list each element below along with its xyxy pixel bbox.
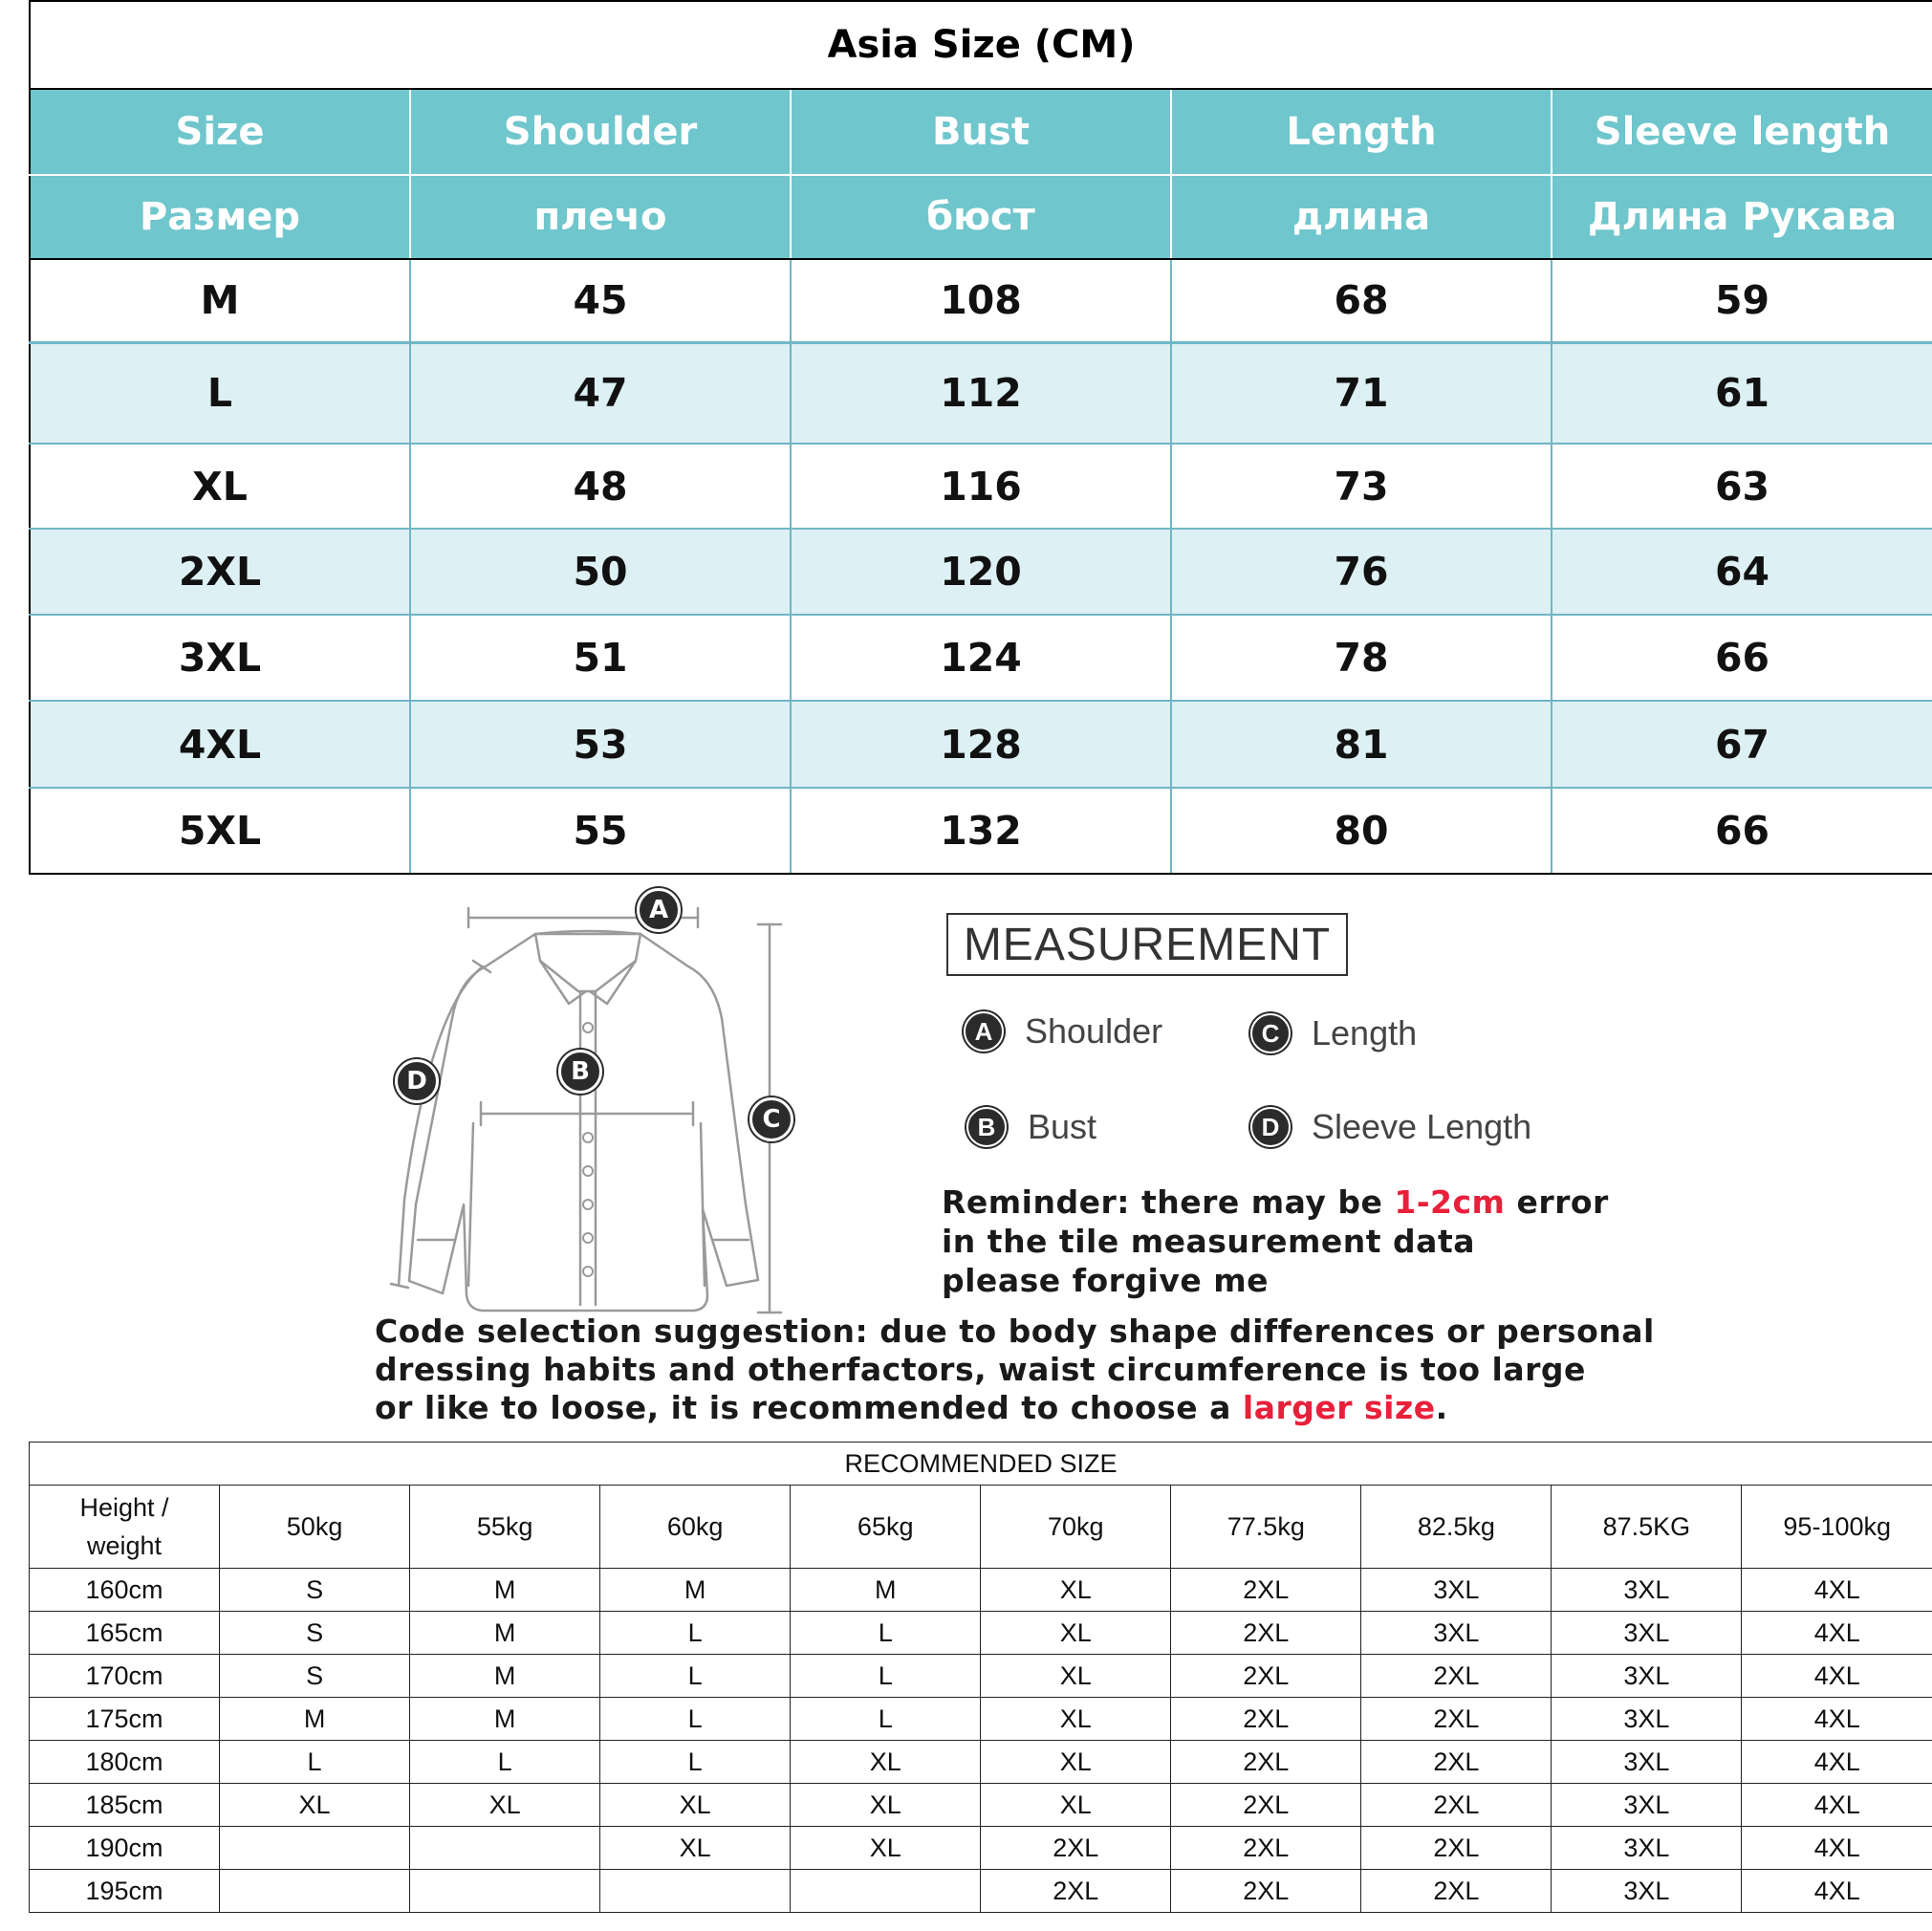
table-row <box>30 1612 1932 1655</box>
legend-bust <box>966 1107 1096 1147</box>
table-row <box>30 1655 1932 1698</box>
weight-header: 60kg <box>600 1486 791 1569</box>
cell-size: M <box>30 259 410 342</box>
cell-sleeve: 59 <box>1552 259 1932 342</box>
size-cell: 2XL <box>1171 1870 1361 1913</box>
label-a-icon: A <box>637 888 681 932</box>
cell-bust: 132 <box>791 788 1171 874</box>
height-cell: 170cm <box>30 1655 220 1698</box>
size-cell <box>220 1827 410 1870</box>
size-cell: 2XL <box>1171 1569 1361 1612</box>
label-c-icon: C <box>749 1097 793 1141</box>
cell-sleeve: 66 <box>1552 788 1932 874</box>
cell-bust: 128 <box>791 701 1171 788</box>
cell-length: 76 <box>1171 529 1552 615</box>
height-cell: 175cm <box>30 1698 220 1741</box>
legend-label: Shoulder <box>1025 1011 1163 1051</box>
header-length-ru: длина <box>1171 175 1552 259</box>
cell-length: 78 <box>1171 615 1552 701</box>
size-cell: XL <box>981 1698 1171 1741</box>
suggestion-line3: or like to loose, it is recommended to choose a <box>375 1389 1243 1426</box>
size-cell: 2XL <box>1361 1784 1552 1827</box>
table-row <box>30 444 1932 529</box>
header-size: Size <box>30 89 410 175</box>
size-cell: XL <box>410 1784 600 1827</box>
size-cell: 3XL <box>1552 1655 1742 1698</box>
size-cell: XL <box>791 1741 981 1784</box>
legend-sleeve-length <box>1250 1107 1531 1147</box>
table-row <box>30 701 1932 788</box>
height-cell: 180cm <box>30 1741 220 1784</box>
cell-sleeve: 63 <box>1552 444 1932 529</box>
corner-line1: Height / <box>79 1493 169 1522</box>
size-cell: L <box>600 1698 791 1741</box>
weight-header: 50kg <box>220 1486 410 1569</box>
legend-label: Sleeve Length <box>1312 1107 1532 1146</box>
cell-bust: 112 <box>791 342 1171 444</box>
size-cell: 2XL <box>1361 1698 1552 1741</box>
size-cell: M <box>220 1698 410 1741</box>
cell-shoulder: 55 <box>410 788 791 874</box>
size-cell: 2XL <box>1171 1784 1361 1827</box>
corner-header <box>30 1486 220 1569</box>
size-cell: 4XL <box>1742 1870 1932 1913</box>
height-cell: 185cm <box>30 1784 220 1827</box>
size-cell: XL <box>220 1784 410 1827</box>
size-cell: 4XL <box>1742 1784 1932 1827</box>
height-cell: 190cm <box>30 1827 220 1870</box>
weight-header: 77.5kg <box>1171 1486 1361 1569</box>
table-row <box>30 259 1932 342</box>
size-cell: 3XL <box>1552 1741 1742 1784</box>
table-row <box>30 1870 1932 1913</box>
reminder-highlight: 1-2cm <box>1394 1183 1506 1221</box>
size-cell: 3XL <box>1552 1569 1742 1612</box>
size-cell: 4XL <box>1742 1698 1932 1741</box>
cell-sleeve: 61 <box>1552 342 1932 444</box>
size-table <box>29 0 1932 875</box>
table-row <box>30 788 1932 874</box>
badge-d-icon: D <box>1250 1107 1291 1147</box>
size-cell: XL <box>981 1655 1171 1698</box>
weight-header: 95-100kg <box>1742 1486 1932 1569</box>
size-cell: L <box>600 1655 791 1698</box>
size-cell: M <box>410 1612 600 1655</box>
weight-header: 55kg <box>410 1486 600 1569</box>
size-cell: L <box>410 1741 600 1784</box>
size-cell: 2XL <box>981 1827 1171 1870</box>
weight-header: 70kg <box>981 1486 1171 1569</box>
size-cell <box>220 1870 410 1913</box>
size-cell: 2XL <box>1171 1655 1361 1698</box>
cell-length: 81 <box>1171 701 1552 788</box>
badge-b-icon: B <box>966 1107 1007 1147</box>
cell-bust: 108 <box>791 259 1171 342</box>
header-shoulder: Shoulder <box>410 89 791 175</box>
table-row <box>30 1827 1932 1870</box>
size-cell: XL <box>600 1784 791 1827</box>
suggestion-text <box>375 1313 1713 1427</box>
reminder-line2: in the tile measurement data <box>942 1223 1475 1260</box>
measurement-title: MEASUREMENT <box>946 913 1348 976</box>
size-cell: 3XL <box>1552 1827 1742 1870</box>
size-cell: L <box>600 1612 791 1655</box>
size-cell: 2XL <box>1171 1827 1361 1870</box>
legend-shoulder <box>964 1011 1162 1052</box>
shirt-diagram <box>378 884 789 1319</box>
cell-size: 3XL <box>30 615 410 701</box>
size-cell: XL <box>600 1827 791 1870</box>
size-cell: M <box>410 1655 600 1698</box>
table-row <box>30 1698 1932 1741</box>
size-cell: 4XL <box>1742 1741 1932 1784</box>
size-cell <box>410 1870 600 1913</box>
reminder-text <box>942 1182 1611 1300</box>
size-cell: L <box>791 1612 981 1655</box>
recommended-title: RECOMMENDED SIZE <box>30 1443 1932 1486</box>
weight-header: 82.5kg <box>1361 1486 1552 1569</box>
size-cell: M <box>600 1569 791 1612</box>
cell-shoulder: 53 <box>410 701 791 788</box>
size-cell: S <box>220 1569 410 1612</box>
cell-bust: 120 <box>791 529 1171 615</box>
size-cell: 4XL <box>1742 1569 1932 1612</box>
header-row-en <box>30 89 1932 175</box>
suggestion-line1: Code selection suggestion: due to body shape differences or personal <box>375 1313 1655 1350</box>
cell-shoulder: 48 <box>410 444 791 529</box>
size-cell: L <box>791 1655 981 1698</box>
cell-bust: 124 <box>791 615 1171 701</box>
size-cell: XL <box>791 1827 981 1870</box>
size-cell: XL <box>791 1784 981 1827</box>
reminder-part2: error <box>1505 1183 1609 1221</box>
weight-header-row <box>30 1486 1932 1569</box>
size-cell: L <box>220 1741 410 1784</box>
cell-shoulder: 50 <box>410 529 791 615</box>
size-cell <box>600 1870 791 1913</box>
header-bust-ru: бюст <box>791 175 1171 259</box>
size-cell: 3XL <box>1552 1870 1742 1913</box>
header-row-ru <box>30 175 1932 259</box>
height-cell: 160cm <box>30 1569 220 1612</box>
size-cell: XL <box>981 1741 1171 1784</box>
reminder-line3: please forgive me <box>942 1262 1269 1299</box>
table-row <box>30 1784 1932 1827</box>
suggestion-line3-end: . <box>1435 1389 1448 1426</box>
corner-line2: weight <box>87 1531 163 1560</box>
cell-length: 73 <box>1171 444 1552 529</box>
size-cell: L <box>600 1741 791 1784</box>
size-cell <box>791 1870 981 1913</box>
header-sleeve-length: Sleeve length <box>1552 89 1932 175</box>
height-cell: 165cm <box>30 1612 220 1655</box>
reminder-part1: Reminder: there may be <box>942 1183 1395 1221</box>
header-shoulder-ru: плечо <box>410 175 791 259</box>
size-cell: M <box>410 1569 600 1612</box>
height-cell: 195cm <box>30 1870 220 1913</box>
suggestion-line2: dressing habits and otherfactors, waist circumference is too large <box>375 1351 1586 1388</box>
cell-shoulder: 51 <box>410 615 791 701</box>
size-cell: 3XL <box>1361 1569 1552 1612</box>
size-cell: XL <box>981 1569 1171 1612</box>
cell-length: 80 <box>1171 788 1552 874</box>
size-cell <box>410 1827 600 1870</box>
size-cell: XL <box>981 1784 1171 1827</box>
size-cell: 2XL <box>1171 1612 1361 1655</box>
size-table-title: Asia Size (CM) <box>30 1 1932 89</box>
cell-size: 5XL <box>30 788 410 874</box>
suggestion-highlight: larger size <box>1242 1389 1436 1426</box>
legend-label: Length <box>1312 1013 1418 1052</box>
size-cell: 4XL <box>1742 1612 1932 1655</box>
size-cell: S <box>220 1655 410 1698</box>
size-cell: 3XL <box>1361 1612 1552 1655</box>
size-cell: 3XL <box>1552 1612 1742 1655</box>
size-cell: M <box>791 1569 981 1612</box>
legend-label: Bust <box>1028 1107 1097 1146</box>
cell-shoulder: 45 <box>410 259 791 342</box>
table-row <box>30 529 1932 615</box>
size-cell: 2XL <box>1361 1870 1552 1913</box>
header-length: Length <box>1171 89 1552 175</box>
badge-c-icon: C <box>1250 1013 1291 1053</box>
size-cell: 4XL <box>1742 1827 1932 1870</box>
cell-size: 2XL <box>30 529 410 615</box>
size-cell: 2XL <box>1361 1741 1552 1784</box>
size-cell: S <box>220 1612 410 1655</box>
cell-length: 68 <box>1171 259 1552 342</box>
cell-shoulder: 47 <box>410 342 791 444</box>
table-row <box>30 1569 1932 1612</box>
table-row <box>30 342 1932 444</box>
size-cell: 2XL <box>1171 1741 1361 1784</box>
badge-a-icon: A <box>964 1011 1004 1052</box>
size-cell: 2XL <box>1171 1698 1361 1741</box>
cell-length: 71 <box>1171 342 1552 444</box>
cell-sleeve: 64 <box>1552 529 1932 615</box>
weight-header: 65kg <box>791 1486 981 1569</box>
recommended-size-table <box>29 1442 1932 1913</box>
table-row <box>30 1741 1932 1784</box>
label-d-icon: D <box>395 1059 439 1103</box>
size-cell: 2XL <box>981 1870 1171 1913</box>
header-size-ru: Размер <box>30 175 410 259</box>
size-cell: 3XL <box>1552 1784 1742 1827</box>
table-row <box>30 615 1932 701</box>
size-cell: 2XL <box>1361 1827 1552 1870</box>
cell-bust: 116 <box>791 444 1171 529</box>
cell-size: 4XL <box>30 701 410 788</box>
cell-size: L <box>30 342 410 444</box>
cell-sleeve: 66 <box>1552 615 1932 701</box>
size-cell: 4XL <box>1742 1655 1932 1698</box>
size-cell: XL <box>981 1612 1171 1655</box>
header-sleeve-length-ru: Длина Рукава <box>1552 175 1932 259</box>
size-cell: L <box>791 1698 981 1741</box>
weight-header: 87.5KG <box>1552 1486 1742 1569</box>
cell-sleeve: 67 <box>1552 701 1932 788</box>
size-cell: M <box>410 1698 600 1741</box>
size-cell: 2XL <box>1361 1655 1552 1698</box>
size-cell: 3XL <box>1552 1698 1742 1741</box>
header-bust: Bust <box>791 89 1171 175</box>
legend-length <box>1250 1013 1417 1053</box>
cell-size: XL <box>30 444 410 529</box>
label-b-icon: B <box>558 1050 602 1094</box>
